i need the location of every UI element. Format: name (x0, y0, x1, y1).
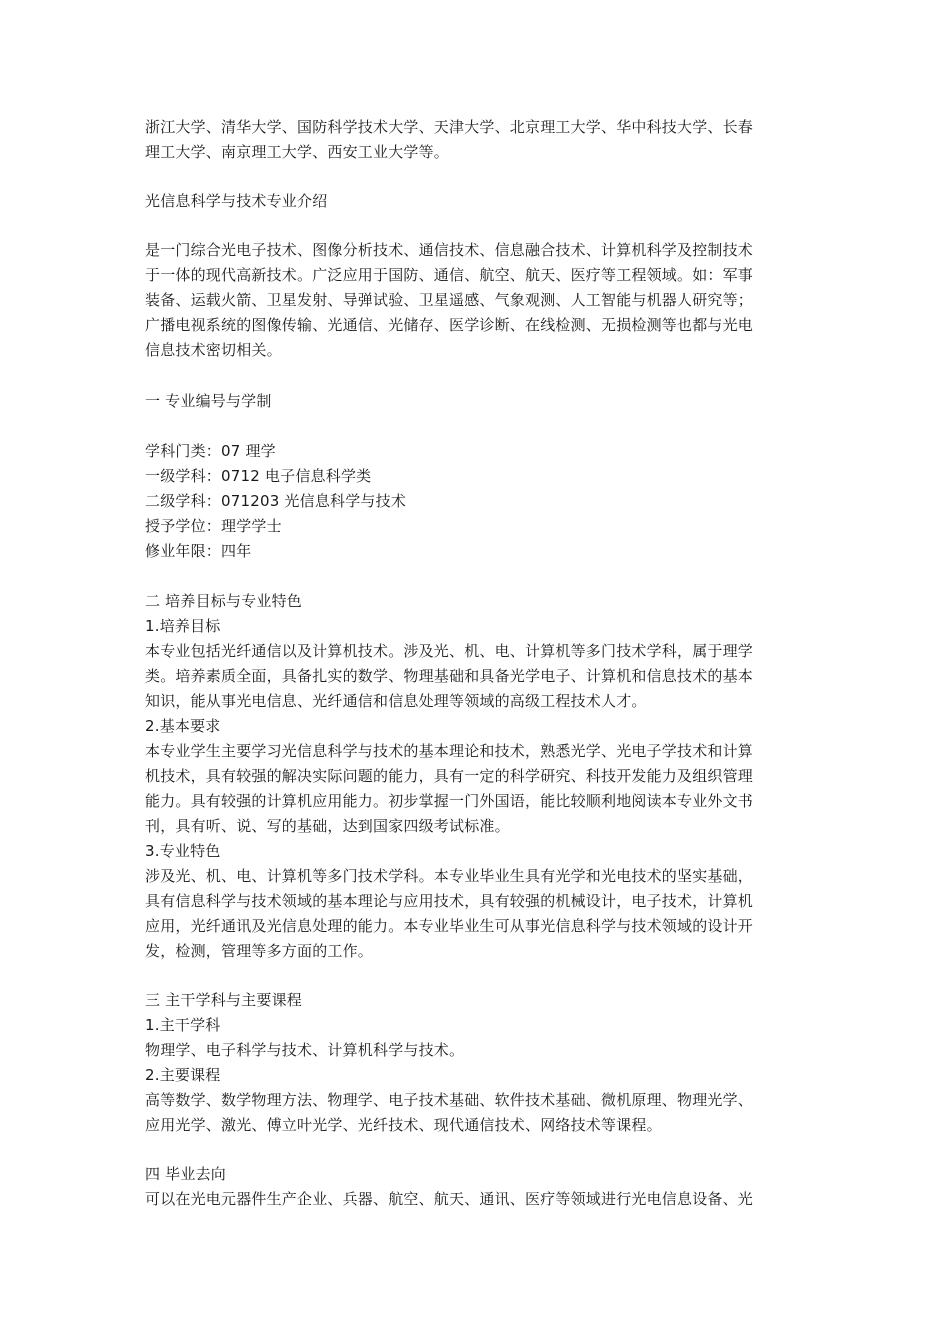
section-heading: 一 专业编号与学制 (145, 392, 272, 410)
paragraph-line: 知识，能从事光电信息、光纤通信和信息处理等领域的高级工程技术人才。 (145, 692, 647, 710)
intro-line: 浙江大学、清华大学、国防科学技术大学、天津大学、北京理工大学、华中科技大学、长春 (145, 118, 754, 136)
paragraph-line: 刊，具有听、说、写的基础，达到国家四级考试标准。 (145, 817, 510, 835)
field-line: 一级学科：0712 电子信息科学类 (145, 467, 372, 485)
paragraph-line: 本专业学生主要学习光信息科学与技术的基本理论和技术，熟悉光学、光电子学技术和计算 (145, 742, 754, 760)
major-title: 光信息科学与技术专业介绍 (145, 192, 328, 210)
paragraph-line: 应用，光纤通讯及光信息处理的能力。本专业毕业生可从事光信息科学与技术领域的设计开 (145, 917, 754, 935)
paragraph-line: 具有信息科学与技术领域的基本理论与应用技术，具有较强的机械设计，电子技术，计算机 (145, 892, 754, 910)
subsection-heading: 2.主要课程 (145, 1066, 221, 1084)
paragraph-line: 能力。具有较强的计算机应用能力。初步掌握一门外国语，能比较顺利地阅读本专业外文书 (145, 792, 754, 810)
field-line: 授予学位：理学学士 (145, 517, 282, 535)
subsection-heading: 1.主干学科 (145, 1016, 221, 1034)
subsection-heading: 1.培养目标 (145, 617, 221, 635)
paragraph-line: 物理学、电子科学与技术、计算机科学与技术。 (145, 1041, 465, 1059)
description-line: 装备、运载火箭、卫星发射、导弹试验、卫星遥感、气象观测、人工智能与机器人研究等； (145, 291, 754, 309)
paragraph-line: 类。培养素质全面，具备扎实的数学、物理基础和具备光学电子、计算机和信息技术的基本 (145, 667, 754, 685)
subsection-heading: 2.基本要求 (145, 717, 221, 735)
paragraph-line: 涉及光、机、电、计算机等多门技术学科。本专业毕业生具有光学和光电技术的坚实基础， (145, 867, 754, 885)
paragraph-line: 可以在光电元器件生产企业、兵器、航空、航天、通讯、医疗等领域进行光电信息设备、光 (145, 1190, 754, 1208)
section-heading: 三 主干学科与主要课程 (145, 991, 302, 1009)
field-line: 学科门类：07 理学 (145, 442, 276, 460)
description-line: 是一门综合光电子技术、图像分析技术、通信技术、信息融合技术、计算机科学及控制技术 (145, 241, 754, 259)
description-line: 信息技术密切相关。 (145, 341, 282, 359)
intro-line: 理工大学、南京理工大学、西安工业大学等。 (145, 143, 450, 161)
paragraph-line: 发，检测，管理等多方面的工作。 (145, 942, 374, 960)
field-line: 修业年限：四年 (145, 542, 252, 560)
section-heading: 二 培养目标与专业特色 (145, 592, 302, 610)
paragraph-line: 机技术，具有较强的解决实际问题的能力，具有一定的科学研究、科技开发能力及组织管理 (145, 767, 754, 785)
subsection-heading: 3.专业特色 (145, 842, 221, 860)
paragraph-line: 本专业包括光纤通信以及计算机技术。涉及光、机、电、计算机等多门技术学科，属于理学 (145, 642, 754, 660)
field-line: 二级学科：071203 光信息科学与技术 (145, 492, 407, 510)
paragraph-line: 应用光学、激光、傅立叶光学、光纤技术、现代通信技术、网络技术等课程。 (145, 1116, 662, 1134)
section-heading: 四 毕业去向 (145, 1165, 226, 1183)
description-line: 广播电视系统的图像传输、光通信、光储存、医学诊断、在线检测、无损检测等也都与光电 (145, 316, 754, 334)
description-line: 于一体的现代高新技术。广泛应用于国防、通信、航空、航天、医疗等工程领域。如：军事 (145, 266, 754, 284)
paragraph-line: 高等数学、数学物理方法、物理学、电子技术基础、软件技术基础、微机原理、物理光学、 (145, 1091, 754, 1109)
